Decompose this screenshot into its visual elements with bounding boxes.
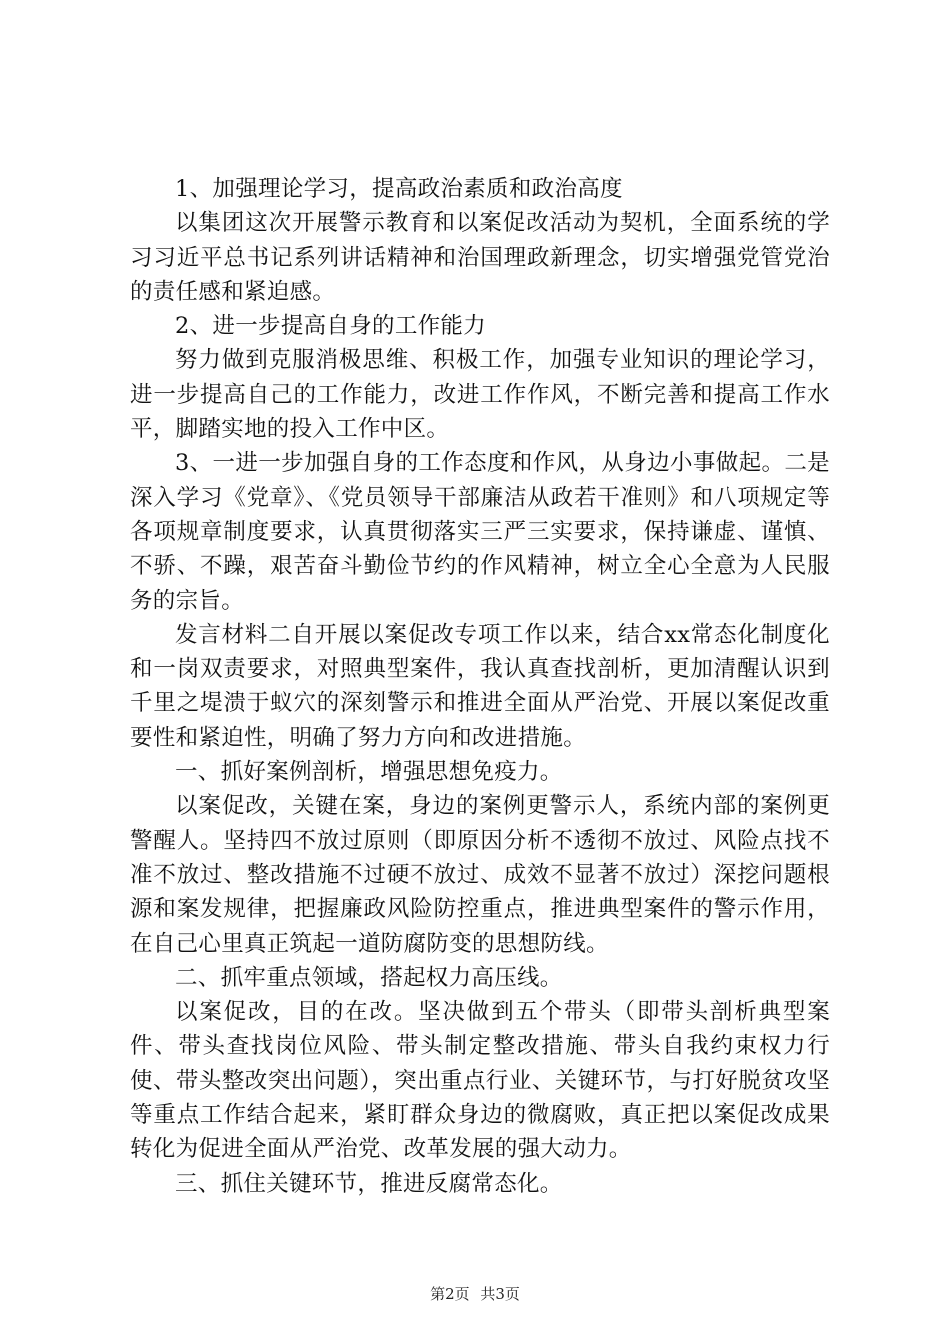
paragraph: 以案促改，关键在案，身边的案例更警示人，系统内部的案例更警醒人。坚持四不放过原则（即原因分析不透彻不放过、风险点找不准不放过、整改措施不过硬不放过、成效不显著不放过）深挖问题根源和案发规律，把握廉政风险防控重点，推进典型案件的警示作用，在自己心里真正筑起一道防腐防变的思想防线。 xyxy=(130,793,830,957)
section-heading-1: 一、抓好案例剖析，增强思想免疫力。 xyxy=(175,759,563,786)
paragraph: 以案促改，目的在改。坚决做到五个带头（即带头剖析典型案件、带头查找岗位风险、带头制定整改措施、带头自我约束权力行使、带头整改突出问题），突出重点行业、关键环节，与打好脱贫攻坚等重点工作结合起来，紧盯群众身边的微腐败，真正把以案促改成果转化为促进全面从严治党、改革发展的强大动力。 xyxy=(130,999,830,1163)
paragraph: 以集团这次开展警示教育和以案促改活动为契机，全面系统的学习习近平总书记系列讲话精神和治国理政新理念，切实增强党管党治的责任感和紧迫感。 xyxy=(130,210,830,305)
paragraph: 努力做到克服消极思维、积极工作，加强专业知识的理论学习，进一步提高自己的工作能力，改进工作作风，不断完善和提高工作水平，脚踏实地的投入工作中区。 xyxy=(130,347,830,443)
section-heading-3: 三、抓住关键环节，推进反腐常态化。 xyxy=(175,1170,563,1197)
document-body xyxy=(130,172,830,1201)
page-total: 共3页 xyxy=(480,1285,520,1303)
page-number: 第2页 xyxy=(430,1285,470,1303)
paragraph: 3、一进一步加强自身的工作态度和作风，从身边小事做起。二是深入学习《党章》、《党员领导干部廉洁从政若干准则》和八项规定等各项规章制度要求，认真贯彻落实三严三实要求，保持谦虚、谨慎、不骄、不躁，艰苦奋斗勤俭节约的作风精神，树立全心全意为人民服务的宗旨。 xyxy=(130,450,830,614)
heading-2-work-ability: 2、进一步提高自身的工作能力 xyxy=(175,313,487,340)
page-footer xyxy=(0,1284,950,1304)
paragraph: 发言材料二自开展以案促改专项工作以来，结合xx常态化制度化和一岗双责要求，对照典型案件，我认真查找剖析，更加清醒认识到千里之堤溃于蚁穴的深刻警示和推进全面从严治党、开展以案促改重要性和紧迫性，明确了努力方向和改进措施。 xyxy=(130,621,830,751)
section-heading-2: 二、抓牢重点领域，搭起权力高压线。 xyxy=(175,964,563,991)
heading-1-theory-study: 1、加强理论学习，提高政治素质和政治高度 xyxy=(175,176,623,202)
